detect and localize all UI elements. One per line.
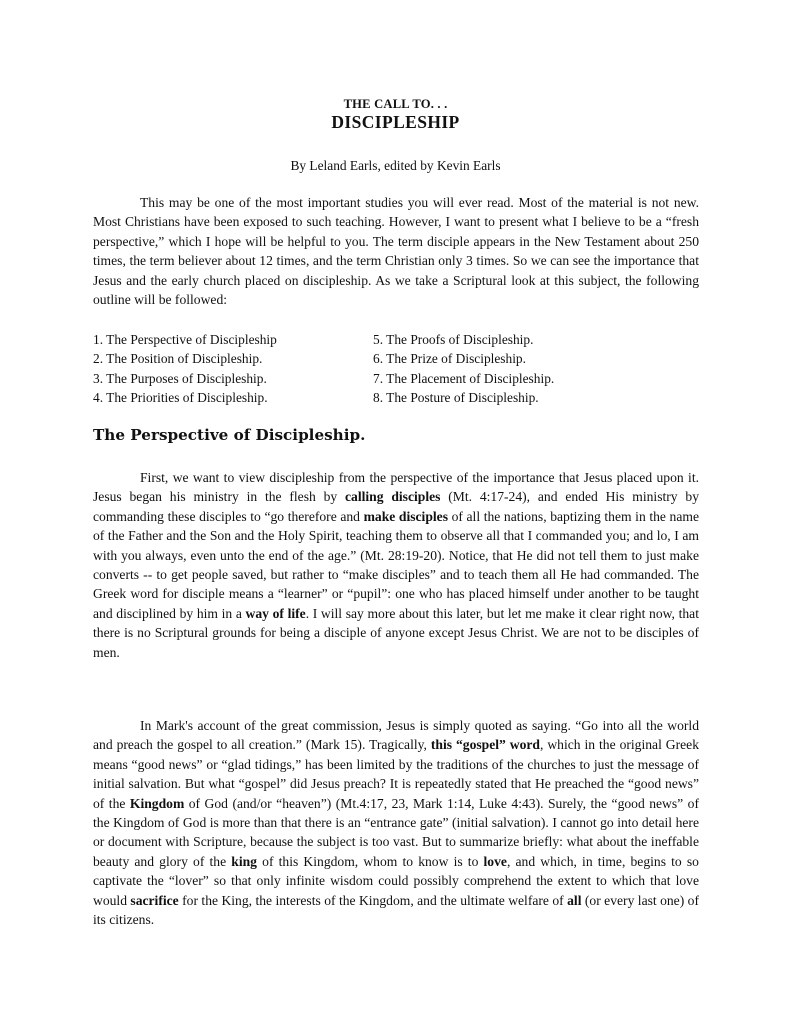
outline-item: 1. The Perspective of Discipleship	[93, 332, 277, 347]
intro-paragraph: This may be one of the most important studies you will ever read. Most of the material is not new. Most Christians have been exposed to such teaching. However, I want to present what I believe to be a “fresh perspective,” which I hope will be helpful to you. The term disciple appears in the New Testament about 250 times, the term believer about 12 times, and the term Christian only 3 times. So we can see the importance that Jesus and the early church placed on discipleship. As we take a Scriptural look at this subject, the following outline will be followed:	[93, 195, 699, 308]
paragraph-text: . I will say more about this later, but let me make it clear right now, that there is no Scriptural grounds for being a disciple of anyone except Jesus Christ. We are not to be disciples of men.	[93, 605, 699, 660]
emphasis-text: king	[231, 853, 257, 869]
paragraph-text: for the King, the interests of the Kingdom, and the ultimate welfare of	[178, 892, 568, 908]
page-title: DISCIPLESHIP	[331, 112, 460, 132]
outline-item: 4. The Priorities of Discipleship.	[93, 390, 268, 406]
outline-item: 5. The Proofs of Discipleship.	[373, 332, 534, 347]
emphasis-text: way of life	[245, 605, 306, 621]
paragraph-text: of God (and/or “heaven”) (Mt.4:17, 23, Mark 1:14, Luke 4:43). Surely, the “good news” of the Kingdom of God is more than that there is an “entrance gate” (initial salvation). I cannot go into detail here or document with Scripture, because the subject is too vast. But to summarize briefly: what about the ineffable beauty and glory of the	[93, 795, 700, 869]
emphasis-text: love	[483, 853, 507, 869]
outline-item: 3. The Purposes of Discipleship.	[93, 370, 267, 386]
emphasis-text: calling disciples	[345, 489, 441, 505]
paragraph-text: of all the nations, baptizing them in the name of the Father and the Son and the Holy Spirit, teaching them to observe all that I commanded you; and lo, I am with you always, even unto the end of the age.” (Mt. 28:19-20). Notice, that He did not tell them to just make converts -- to get people saved, but rather to “make disciples” and to teach them all He had commanded. The Greek word for disciple means a “learner” or “pupil”: one who has placed himself under another to be taught and disciplined by him in a	[93, 508, 699, 621]
paragraph-text: , which in the original Greek means “good news” or “glad tidings,” has been limited by the traditions of the churches to just the message of initial salvation. But what “gospel” did Jesus preach? It is repeatedly stated that He preached the “good news” of the	[93, 737, 700, 811]
emphasis-text: Kingdom	[129, 795, 185, 811]
outline-item: 8. The Posture of Discipleship.	[373, 390, 539, 406]
paragraph-text: , and which, in time, begins to so captivate the “lover” so that only infinite wisdom could possibly comprehend the extent to which that love would	[93, 853, 699, 908]
emphasis-text: sacrifice	[130, 892, 179, 908]
outline-list	[93, 330, 699, 408]
section-heading: The Perspective of Discipleship.	[93, 426, 366, 444]
byline: By Leland Earls, edited by Kevin Earls	[290, 158, 501, 173]
paragraph-text: In Mark's account of the great commission, Jesus is simply quoted as saying. “Go into all the world and preach the gospel to all creation.” (Mark 15). Tragically,	[93, 718, 699, 753]
outline-item: 7. The Placement of Discipleship.	[373, 370, 555, 386]
paragraph-text: (or every last one) of its citizens.	[93, 892, 699, 928]
body-paragraph-2	[93, 716, 699, 929]
body-paragraph-1	[93, 468, 699, 662]
title-kicker: THE CALL TO. . .	[343, 97, 448, 111]
paragraph-text: (Mt. 4:17-24), and ended His ministry by commanding these disciples to “go therefore and	[93, 489, 699, 524]
emphasis-text: all	[567, 892, 582, 908]
outline-item: 2. The Position of Discipleship.	[93, 351, 263, 367]
emphasis-text: this “gospel” word	[430, 737, 540, 753]
paragraph-text: First, we want to view discipleship from the perspective of the importance that Jesus placed upon it. Jesus began his ministry in the flesh by	[93, 470, 699, 505]
emphasis-text: make disciples	[363, 508, 448, 524]
paragraph-text: of this Kingdom, whom to know is to	[256, 853, 484, 869]
outline-item: 6. The Prize of Discipleship.	[373, 351, 526, 367]
